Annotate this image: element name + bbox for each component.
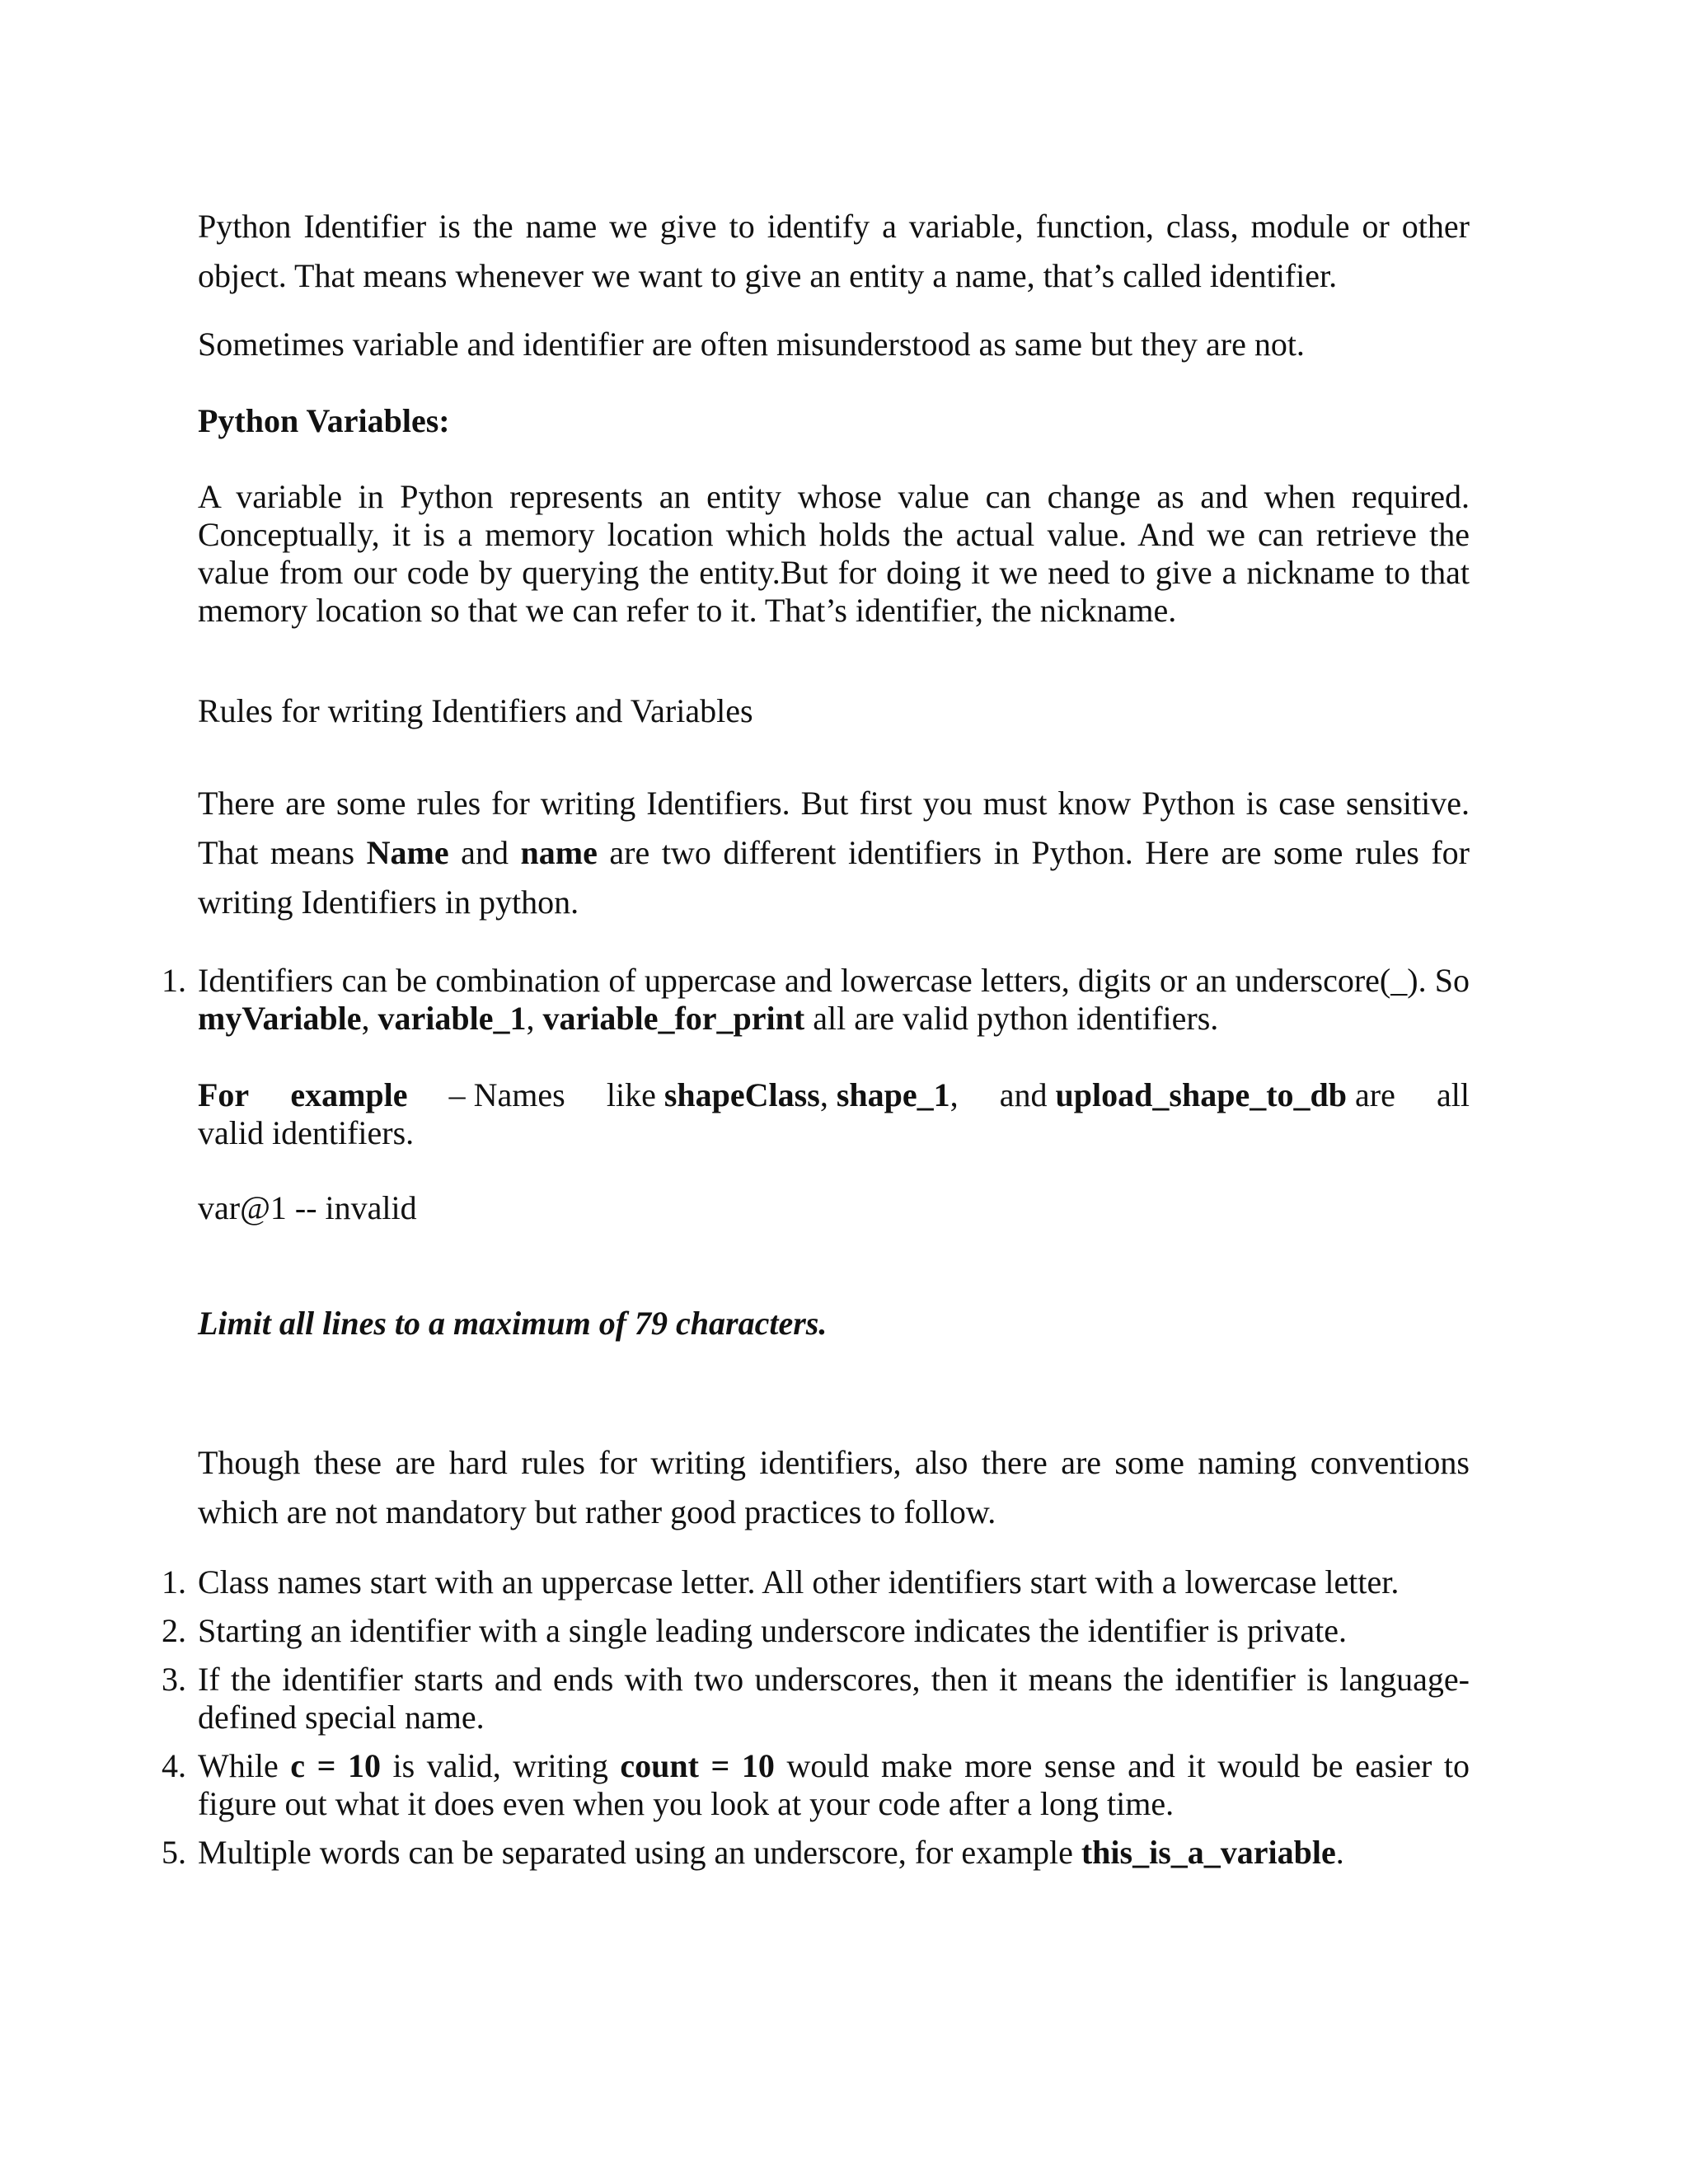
- example-shapeclass: shapeClass: [663, 1076, 820, 1113]
- convention-text: If the identifier starts and ends with two underscores, then it means the identifier is language-defined special name.: [198, 1661, 1470, 1736]
- code-example-count: count = 10: [620, 1747, 775, 1784]
- rules-intro-text-2: and: [448, 834, 521, 871]
- rule-number: 1.: [162, 962, 186, 999]
- convention-text-1: While: [198, 1747, 291, 1784]
- example-line-2: valid identifiers.: [198, 1114, 415, 1151]
- example-line-1: [198, 1076, 1470, 1114]
- code-example-c: c = 10: [290, 1747, 381, 1784]
- intro-paragraph: Python Identifier is the name we give to identify a variable, function, class, module or other object. That means whenever we want to give an entity a name, that’s called identifier.: [198, 208, 1470, 294]
- separator: ,: [950, 1076, 959, 1113]
- example-and-text: and: [999, 1076, 1048, 1113]
- convention-number: 2.: [162, 1612, 186, 1649]
- example-for-label: For: [198, 1076, 250, 1113]
- rules-intro-text-1: There are some rules for writing Identifiers. But first you must know Python is case sensitive. That means: [198, 785, 1470, 871]
- convention-number: 4.: [162, 1747, 186, 1784]
- valid-identifiers-example: [198, 1076, 1470, 1152]
- identifier-example-myvariable: myVariable: [198, 1000, 362, 1037]
- line-length-limit-note: Limit all lines to a maximum of 79 characters.: [198, 1305, 828, 1342]
- code-example-this-is-a-variable: this_is_a_variable: [1081, 1834, 1336, 1871]
- convention-item-1: [162, 1563, 1470, 1601]
- identifier-example-variable-for-print: variable_for_print: [542, 1000, 805, 1037]
- separator: ,: [819, 1076, 828, 1113]
- convention-number: 3.: [162, 1661, 186, 1698]
- rules-heading: Rules for writing Identifiers and Variables: [198, 692, 753, 729]
- separator: ,: [361, 1000, 378, 1037]
- convention-text-3: would make more sense and it would be easier to figure out what it does even when you look at your code after a long time.: [198, 1747, 1470, 1822]
- example-upload-shape-to-db: upload_shape_to_db: [1055, 1076, 1348, 1113]
- convention-text: Class names start with an uppercase letter. All other identifiers start with a lowercase letter.: [198, 1563, 1400, 1601]
- invalid-identifier-example: var@1 -- invalid: [198, 1189, 417, 1226]
- example-and-group: [1000, 1076, 1395, 1114]
- separator: ,: [526, 1000, 543, 1037]
- convention-number: 5.: [162, 1834, 186, 1871]
- rules-intro-bold-name-upper: Name: [366, 834, 449, 871]
- identifier-example-variable-1: variable_1: [377, 1000, 527, 1037]
- convention-item-3: [162, 1661, 1470, 1736]
- document-page: [162, 0, 1470, 2184]
- convention-number: 1.: [162, 1563, 186, 1601]
- variables-description: A variable in Python represents an entity whose value can change as and when required. Conceptually, it is a memory location which holds the actual value. And we can retrieve the value from our code by querying the entity.But for doing it we need to give a nickname to that memory location so that we can refer to it. That’s identifier, the nickname.: [198, 478, 1470, 629]
- example-like-text: like: [606, 1076, 656, 1113]
- convention-text-1: Multiple words can be separated using an underscore, for example: [198, 1834, 1081, 1871]
- example-example-label: example: [290, 1076, 408, 1113]
- convention-item-5: [162, 1834, 1470, 1872]
- convention-text-2: .: [1335, 1834, 1344, 1871]
- example-names-text: – Names: [448, 1076, 565, 1113]
- example-like-group: [607, 1076, 959, 1114]
- example-are-text: are: [1355, 1076, 1395, 1113]
- convention-item-2: [162, 1612, 1470, 1650]
- example-all-text: all: [1436, 1076, 1470, 1113]
- rule-text-1: Identifiers can be combination of uppercase and lowercase letters, digits or an underscore(_). So: [198, 962, 1470, 999]
- conventions-intro-paragraph: Though these are hard rules for writing identifiers, also there are some naming conventions which are not mandatory but rather good practices to follow.: [198, 1444, 1470, 1530]
- rules-intro-paragraph: [198, 779, 1470, 927]
- convention-item-4: [162, 1747, 1470, 1823]
- rules-intro-text-3: are two different identifiers in Python. Here are some rules for writing Identifiers in python.: [198, 834, 1470, 921]
- conventions-list: [162, 1563, 1470, 1872]
- rules-list: [162, 962, 1470, 1038]
- python-variables-heading: Python Variables:: [198, 402, 450, 439]
- rule-item-1: [162, 962, 1470, 1038]
- rule-text-2: all are valid python identifiers.: [804, 1000, 1219, 1037]
- misunderstanding-note: Sometimes variable and identifier are often misunderstood as same but they are not.: [198, 326, 1305, 363]
- rules-intro-bold-name-lower: name: [520, 834, 598, 871]
- convention-text-2: is valid, writing: [380, 1747, 621, 1784]
- convention-text: Starting an identifier with a single leading underscore indicates the identifier is private.: [198, 1612, 1348, 1649]
- example-shape-1: shape_1: [836, 1076, 950, 1113]
